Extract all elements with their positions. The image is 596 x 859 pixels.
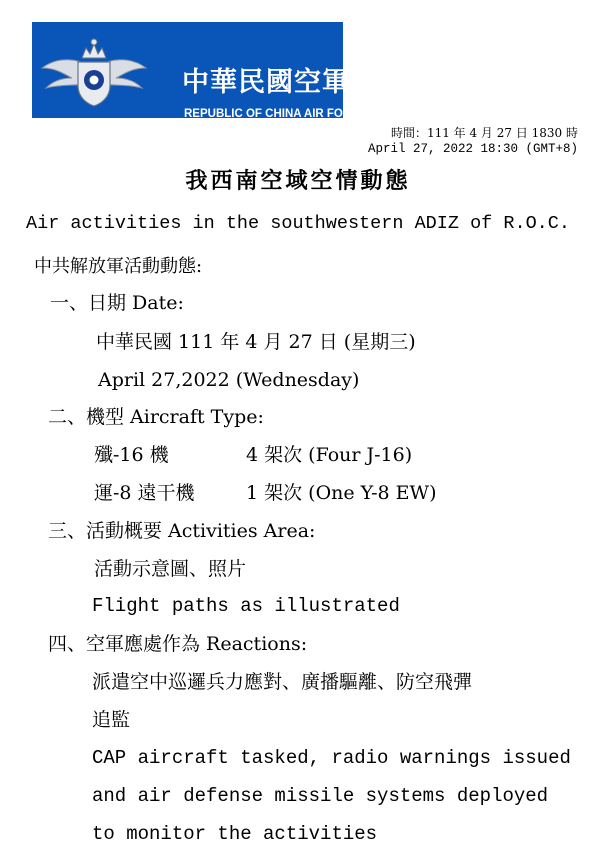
timestamp-en: April 27, 2022 18:30 (GMT+8)	[367, 142, 578, 156]
reactions-en-line: and air defense missile systems deployed	[92, 785, 549, 807]
date-zh: 中華民國 111 年 4 月 27 日 (星期三)	[96, 331, 416, 353]
aircraft-count: 1 架次 (One Y-8 EW)	[246, 482, 437, 504]
reactions-en-line: CAP aircraft tasked, radio warnings issued	[92, 747, 571, 769]
section-area-heading: 三、活動概要 Activities Area:	[48, 520, 316, 542]
aircraft-type: 運-8 遠干機	[94, 482, 195, 504]
aircraft-type: 殲-16 機	[94, 444, 169, 466]
intro-text: 中共解放軍活動動態:	[34, 256, 203, 277]
area-en: Flight paths as illustrated	[92, 595, 400, 617]
aircraft-count: 4 架次 (Four J-16)	[246, 444, 413, 466]
section-date-heading: 一、日期 Date:	[50, 292, 184, 314]
page-subtitle: Air activities in the southwestern ADIZ of R.O.C.	[26, 213, 570, 234]
roc-air-force-banner	[32, 22, 368, 120]
section-reactions-heading: 四、空軍應處作為 Reactions:	[48, 633, 308, 655]
reactions-zh-line: 追監	[92, 709, 131, 731]
timestamp-zh: 時間：111 年 4 月 27 日 1830 時	[390, 126, 578, 140]
banner-title-zh: 中華民國空軍	[182, 67, 350, 98]
date-en: April 27,2022 (Wednesday)	[98, 369, 360, 391]
reactions-en-line: to monitor the activities	[92, 823, 378, 845]
page-title: 我西南空域空情動態	[185, 168, 411, 194]
reactions-zh-line: 派遣空中巡邏兵力應對、廣播驅離、防空飛彈	[92, 671, 473, 693]
area-zh: 活動示意圖、照片	[94, 558, 247, 580]
section-aircraft-heading: 二、機型 Aircraft Type:	[48, 406, 264, 428]
air-force-emblem-icon	[38, 28, 150, 112]
banner-title-en: REPUBLIC OF CHINA AIR FORCE	[184, 108, 368, 120]
